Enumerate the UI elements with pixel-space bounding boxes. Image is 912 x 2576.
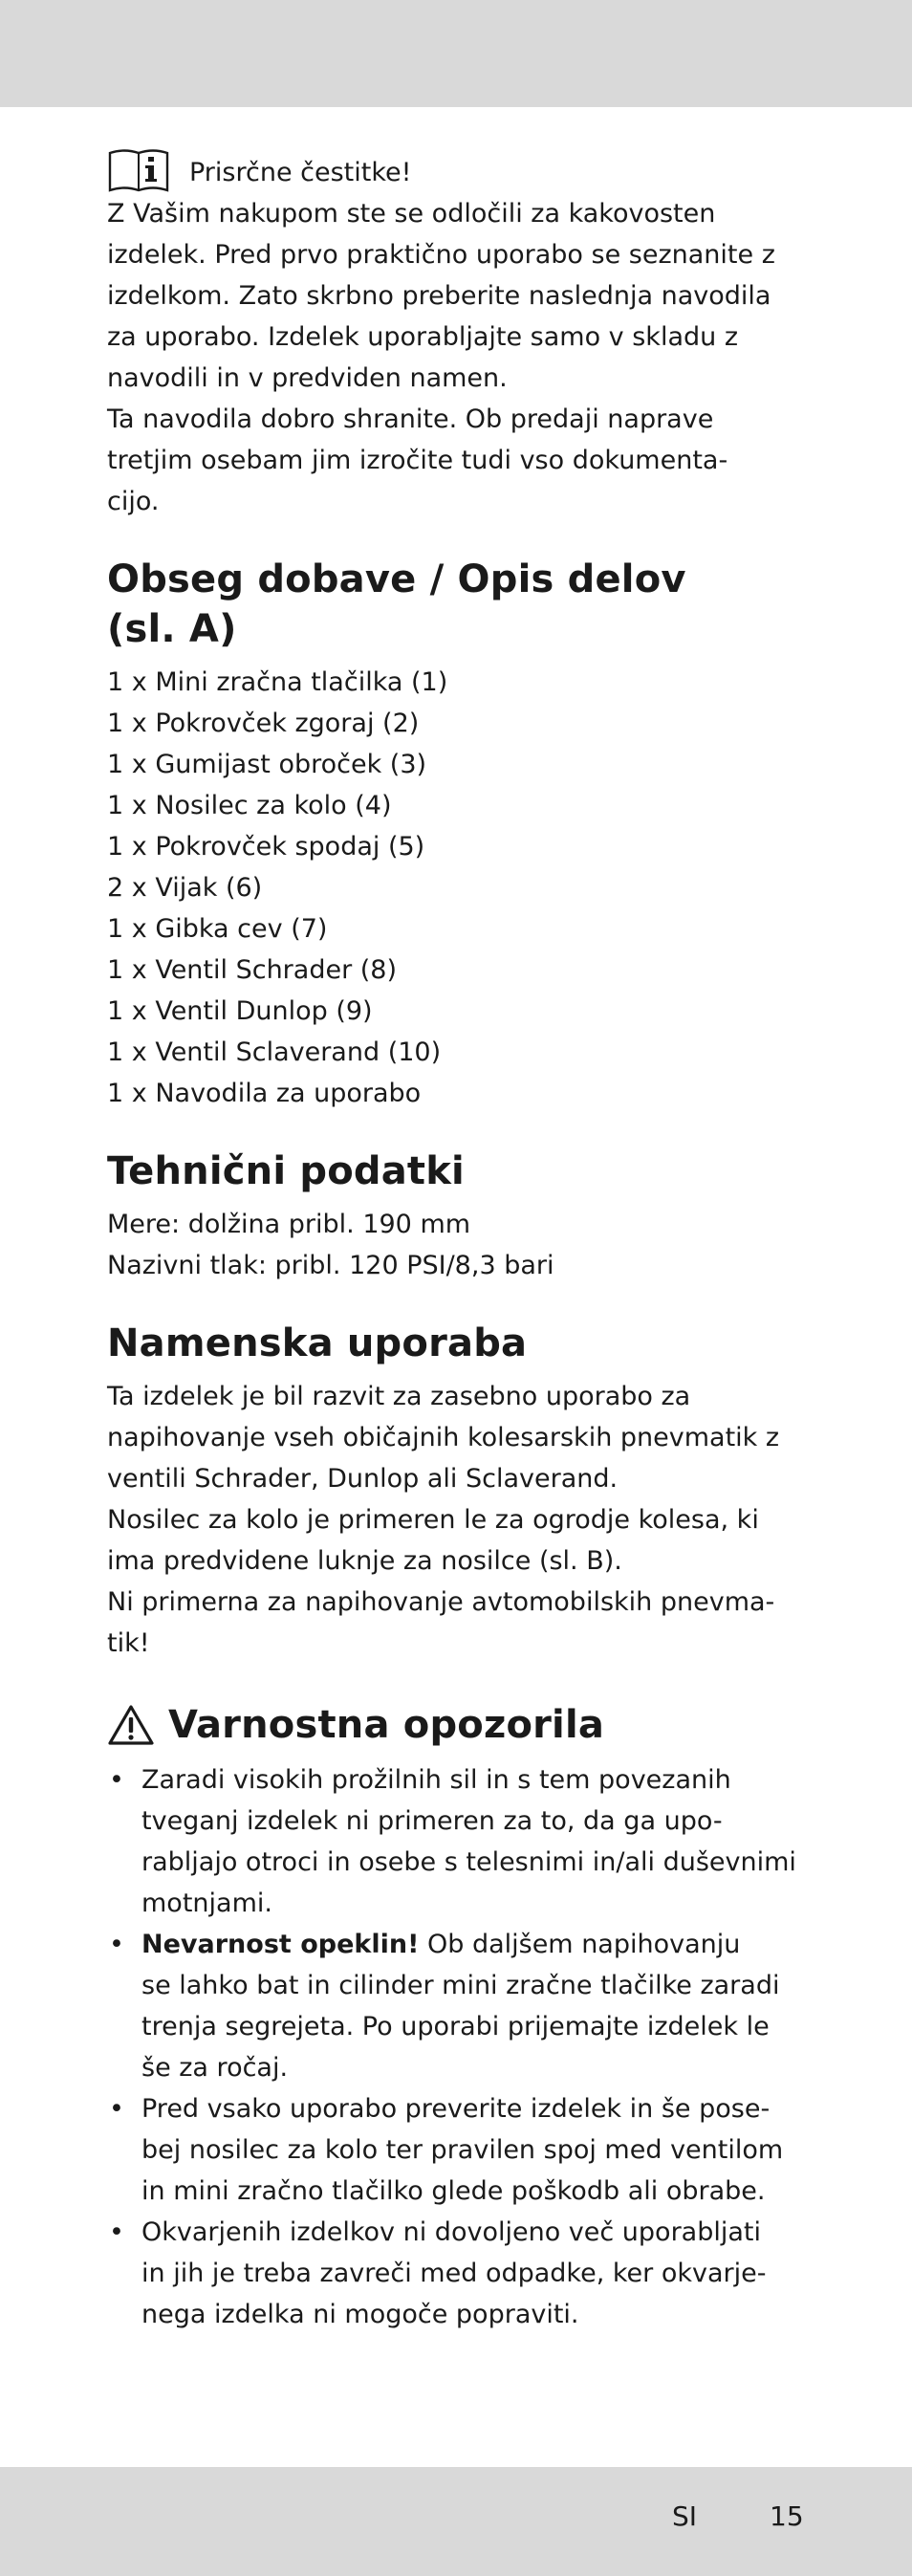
language-code: SI xyxy=(672,2500,698,2532)
bullet: • xyxy=(109,1930,124,1959)
parts-heading xyxy=(107,555,811,654)
list-item xyxy=(107,1924,811,2088)
warning-line: in mini zračno tlačilko glede poškodb ali obrabe. xyxy=(141,2176,766,2206)
use-line: ima predvidene luknje za nosilce (sl. B). xyxy=(107,1546,622,1576)
warnings-list xyxy=(107,1759,811,2335)
page-content xyxy=(107,142,811,2335)
use-line: tik! xyxy=(107,1628,150,1658)
list-item: 1 x Pokrovček zgoraj (2) xyxy=(107,709,420,738)
use-line: Nosilec za kolo je primeren le za ogrodje kolesa, ki xyxy=(107,1505,759,1535)
tech-line: Mere: dolžina pribl. 190 mm xyxy=(107,1210,471,1239)
list-item: 1 x Pokrovček spodaj (5) xyxy=(107,832,425,862)
intro-line: tretjim osebam jim izročite tudi vso dokumenta- xyxy=(107,446,728,475)
tech-text xyxy=(107,1204,811,1286)
warning-line: se lahko bat in cilinder mini zračne tlačilke zaradi xyxy=(141,1971,780,2000)
use-line: ventili Schrader, Dunlop ali Sclaverand. xyxy=(107,1464,619,1494)
tech-line: Nazivni tlak: pribl. 120 PSI/8,3 bari xyxy=(107,1251,554,1280)
list-item: 1 x Ventil Schrader (8) xyxy=(107,955,398,985)
list-item: 1 x Ventil Sclaverand (10) xyxy=(107,1037,442,1067)
list-item xyxy=(107,1759,811,1924)
intro-line: za uporabo. Izdelek uporabljajte samo v skladu z xyxy=(107,322,738,352)
burn-hazard-label: Nevarnost opeklin! xyxy=(141,1930,420,1959)
warning-triangle-icon xyxy=(107,1704,155,1746)
use-line: Ni primerna za napihovanje avtomobilskih pnevma- xyxy=(107,1587,775,1617)
use-heading: Namenska uporaba xyxy=(107,1321,528,1365)
warning-line: Pred vsako uporabo preverite izdelek in še pose- xyxy=(141,2094,771,2124)
use-text xyxy=(107,1376,811,1664)
list-item: 1 x Gumijast obroček (3) xyxy=(107,750,427,779)
warning-line: Zaradi visokih prožilnih sil in s tem povezanih xyxy=(141,1765,731,1795)
list-item: 1 x Navodila za uporabo xyxy=(107,1079,422,1108)
bullet: • xyxy=(109,1765,124,1795)
header-band xyxy=(0,0,912,107)
warning-line-rest: Ob daljšem napihovanju xyxy=(419,1930,741,1959)
intro-line: izdelkom. Zato skrbno preberite naslednja navodila xyxy=(107,281,771,311)
list-item: 2 x Vijak (6) xyxy=(107,873,263,903)
use-line: Ta izdelek je bil razvit za zasebno uporabo za xyxy=(107,1382,691,1411)
warning-line: tveganj izdelek ni primeren za to, da ga upo- xyxy=(141,1806,723,1836)
warning-line: nega izdelka ni mogoče popraviti. xyxy=(141,2300,579,2329)
warning-line: rabljajo otroci in osebe s telesnimi in/ali duševnimi xyxy=(141,1847,796,1877)
list-item xyxy=(107,2088,811,2212)
warning-line: Okvarjenih izdelkov ni dovoljeno več uporabljati xyxy=(141,2217,761,2247)
intro-line: Z Vašim nakupom ste se odločili za kakovosten xyxy=(107,199,716,229)
intro-line: izdelek. Pred prvo praktično uporabo se seznanite z xyxy=(107,240,775,270)
page-number: 15 xyxy=(770,2500,804,2532)
list-item: 1 x Nosilec za kolo (4) xyxy=(107,791,392,820)
intro-line: cijo. xyxy=(107,487,160,516)
warning-line: in jih je treba zavreči med odpadke, ker okvarje- xyxy=(141,2259,767,2288)
intro-line: Ta navodila dobro shranite. Ob predaji naprave xyxy=(107,404,714,434)
warning-line xyxy=(141,1924,811,1965)
warnings-heading xyxy=(107,1700,811,1750)
warnings-heading-text: Varnostna opozorila xyxy=(168,1703,605,1747)
parts-heading-line1: Obseg dobave / Opis delov xyxy=(107,557,686,601)
tech-heading: Tehnični podatki xyxy=(107,1149,465,1193)
use-line: napihovanje vseh običajnih kolesarskih pnevmatik z xyxy=(107,1423,780,1452)
list-item xyxy=(107,2212,811,2335)
intro-title: Prisrčne čestitke! xyxy=(189,158,412,187)
bullet: • xyxy=(109,2094,124,2124)
intro-header xyxy=(107,142,811,193)
bullet: • xyxy=(109,2217,124,2247)
info-book-icon xyxy=(107,147,170,193)
intro-line: navodili in v predviden namen. xyxy=(107,363,508,393)
warning-line: trenja segrejeta. Po uporabi prijemajte izdelek le xyxy=(141,2012,770,2041)
warning-line: bej nosilec za kolo ter pravilen spoj med ventilom xyxy=(141,2135,784,2165)
list-item: 1 x Mini zračna tlačilka (1) xyxy=(107,667,448,697)
warning-line: motnjami. xyxy=(141,1888,272,1918)
parts-list xyxy=(107,662,811,1114)
parts-heading-line2: (sl. A) xyxy=(107,607,237,651)
list-item: 1 x Ventil Dunlop (9) xyxy=(107,996,373,1026)
warning-line: še za ročaj. xyxy=(141,2053,289,2083)
intro-text xyxy=(107,193,811,522)
list-item: 1 x Gibka cev (7) xyxy=(107,914,328,944)
